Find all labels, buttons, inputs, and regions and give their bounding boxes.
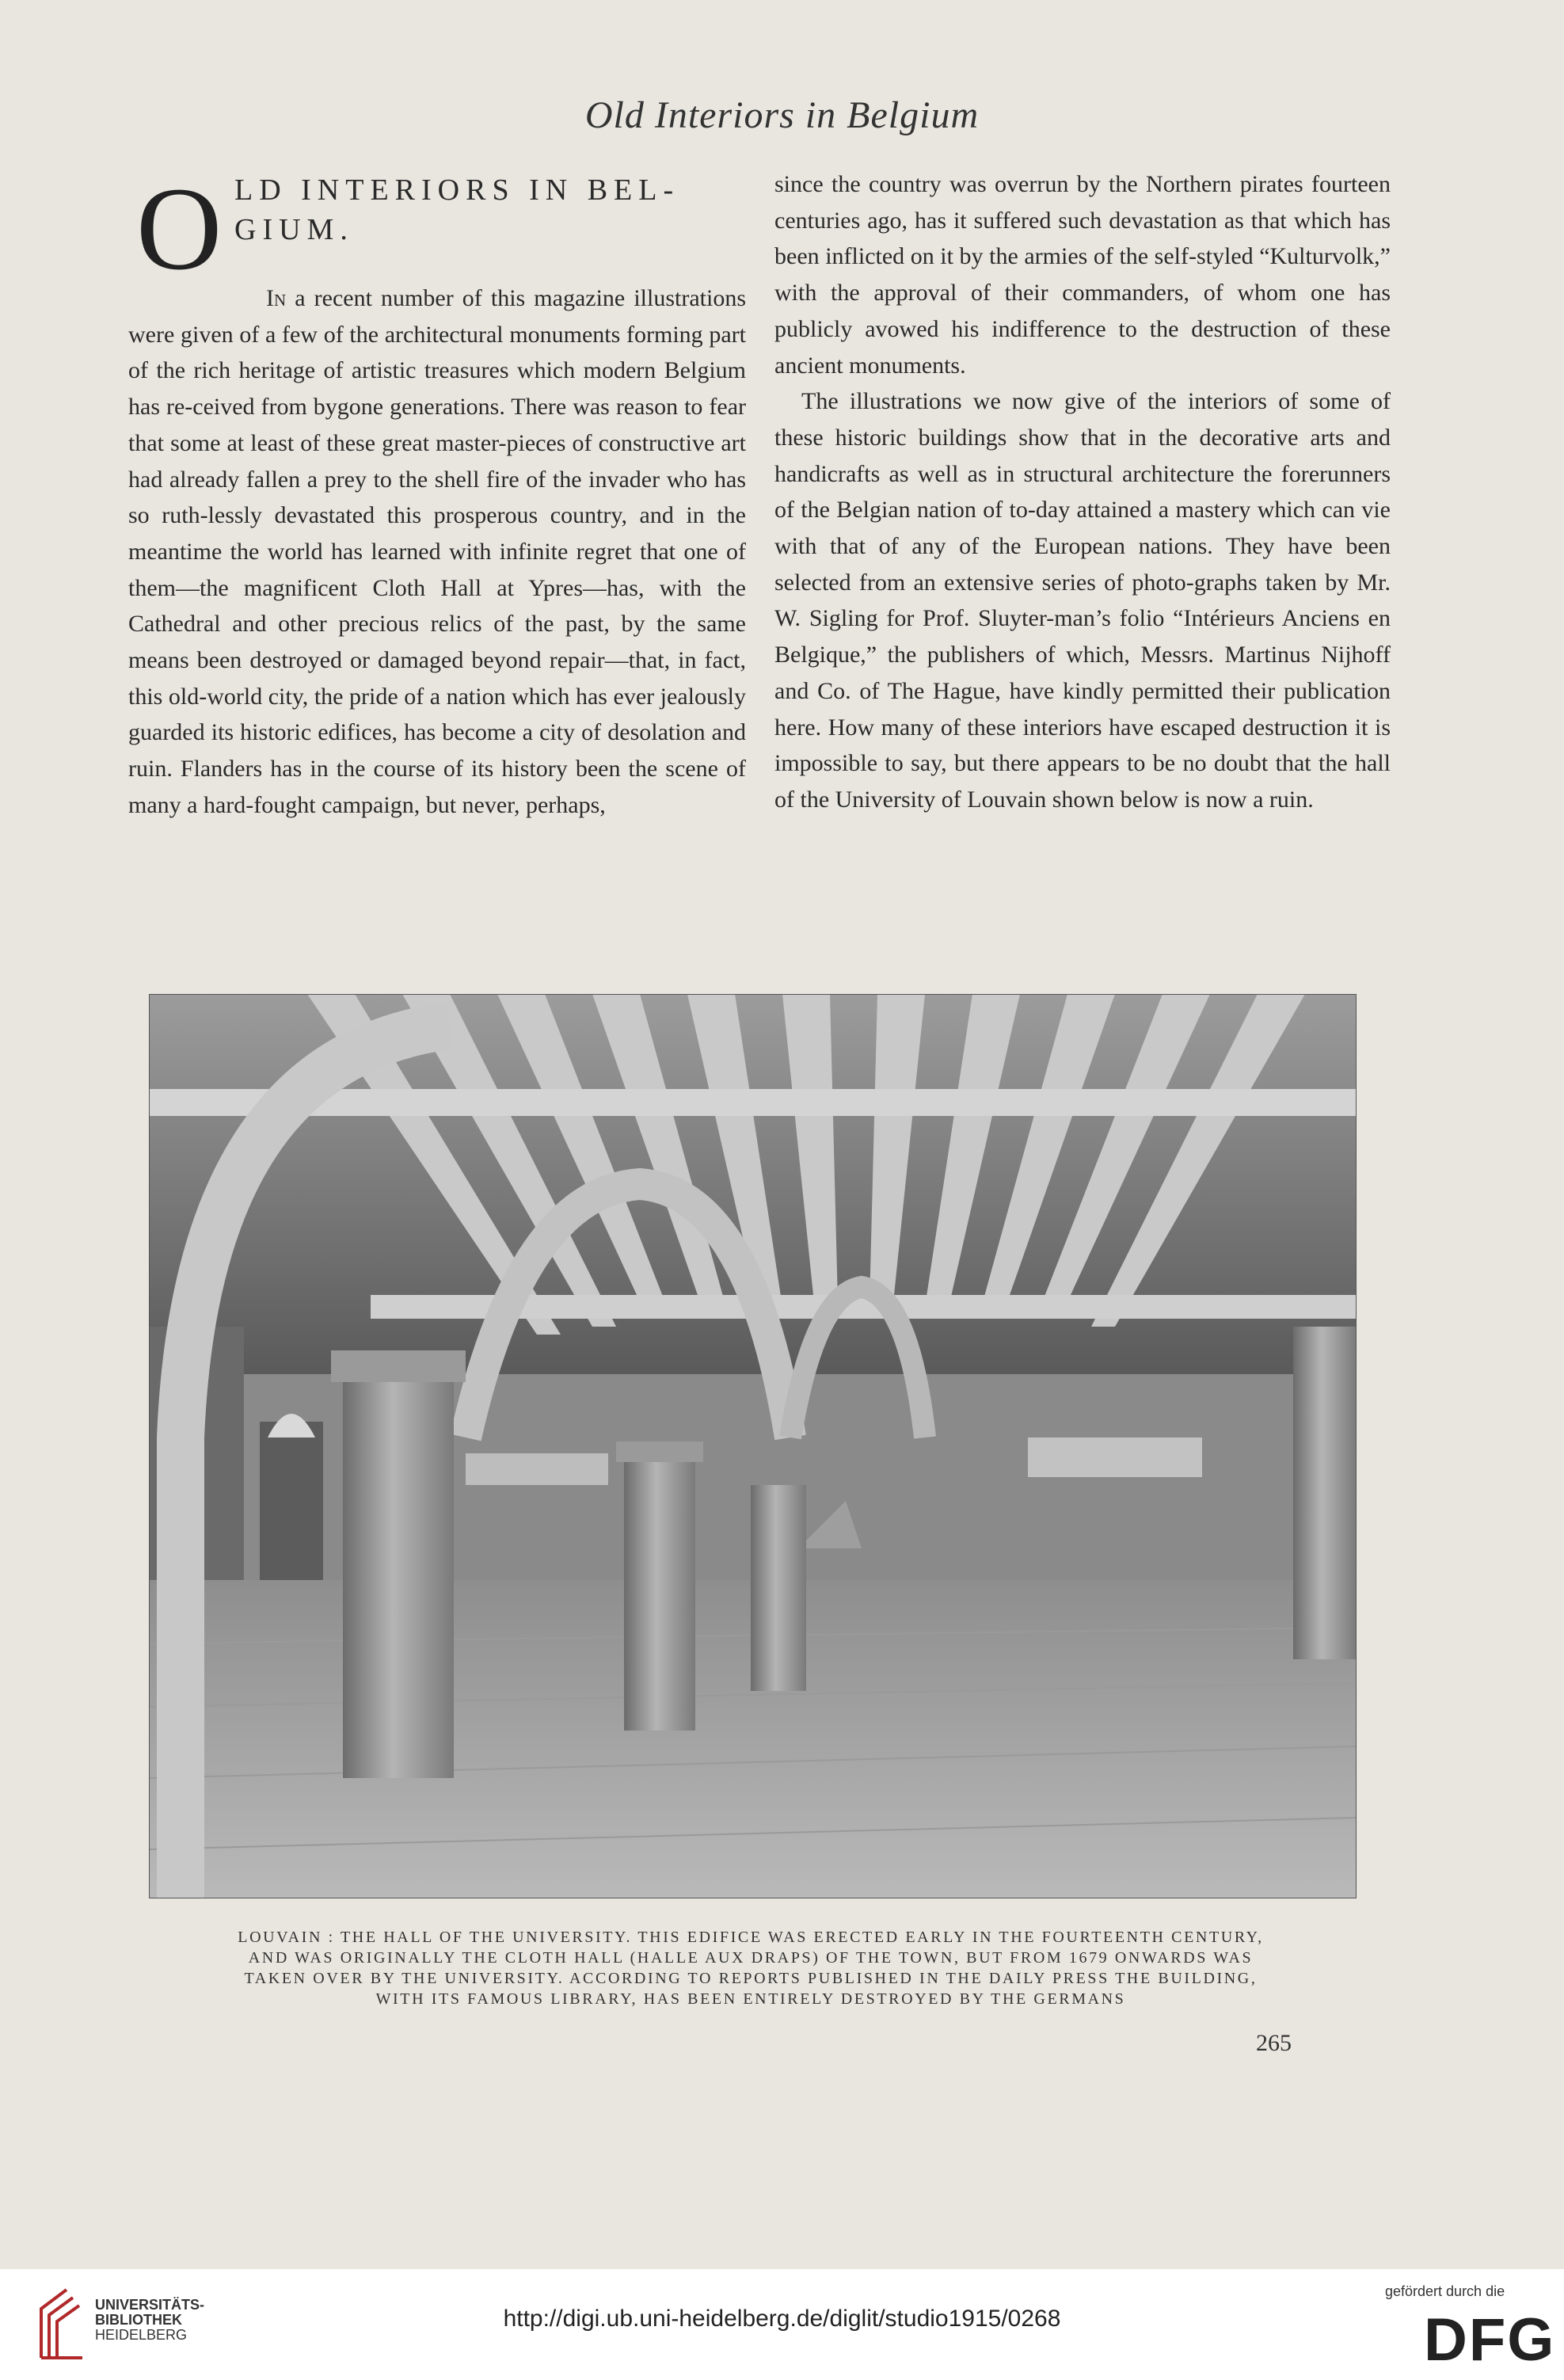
lead-word: In	[266, 285, 287, 311]
caption-line: WITH ITS FAMOUS LIBRARY, HAS BEEN ENTIRELY DESTROYED BY THE GERMANS	[375, 1990, 1126, 2008]
funding-note: gefördert durch die	[1385, 2283, 1505, 2299]
article-column-left	[128, 163, 747, 824]
photo-caption	[133, 1927, 1368, 2009]
library-name-line: UNIVERSITÄTS-	[95, 2297, 205, 2313]
paragraph-illustrations: The illustrations we now give of the interiors of some of these historic buildings show that in the decorative arts and handicrafts as well as in structural architecture the forerunners of the Belgian nation of to-day attained a mastery which can vie with that of any of the European nations. They have been selected from an extensive series of photo-graphs taken by Mr. W. Sigling for Prof. Sluyter-man’s folio “Intérieurs Anciens en Belgique,” the publishers of which, Messrs. Martinus Nijhoff and Co. of The Hague, have kindly permitted their publication here. How many of these interiors have escaped destruction it is impossible to say, but there appears to be no doubt that the hall of the University of Louvain shown below is now a ruin.	[774, 388, 1391, 813]
viewer-footer	[0, 2269, 1564, 2380]
page-number: 265	[1256, 2030, 1292, 2056]
paragraph-continuation: since the country was overrun by the Northern pirates fourteen centuries ago, has it suffered such devastation as that which has been inflicted on it by the armies of the self-styled “Kulturvolk,” with the approval of their commanders, of whom one has publicly avowed his indifference to the destruction of these ancient monuments.	[774, 171, 1391, 379]
article-title	[128, 163, 746, 307]
library-name-line: HEIDELBERG	[95, 2327, 188, 2343]
caption-line: AND WAS ORIGINALLY THE CLOTH HALL (HALLE AUX DRAPS) OF THE TOWN, BUT FROM 1679 ONWARDS WAS	[248, 1949, 1254, 1967]
dfg-logo: DFG	[1424, 2306, 1556, 2374]
lead-paragraph	[128, 280, 746, 824]
running-head: Old Interiors in Belgium	[584, 94, 980, 136]
caption-line: TAKEN OVER BY THE UNIVERSITY. ACCORDING TO REPORTS PUBLISHED IN THE DAILY PRESS THE BUILDING,	[244, 1970, 1258, 1987]
caption-line: LOUVAIN : THE HALL OF THE UNIVERSITY. THIS EDIFICE WAS ERECTED EARLY IN THE FOURTEENTH CENTURY,	[238, 1929, 1264, 1946]
permalink-url[interactable]: http://digi.ub.uni-heidelberg.de/diglit/studio1915/0268	[503, 2306, 1061, 2332]
lead-paragraph-text: a recent number of this magazine illustrations were given of a few of the architectural monuments forming part of the rich heritage of artistic treasures which modern Belgium has re-ceived from bygone generations. There was reason to fear that some at least of these great master-pieces of constructive art had already fallen a prey to the shell fire of the invader who has so ruth-lessly devastated this prosperous country, and in the meantime the world has learned with infinite regret that one of them—the magnificent Cloth Hall at Ypres—has, with the Cathedral and other precious relics of the past, by the same means been destroyed or damaged beyond repair—that, in fact, this old-world city, the pride of a nation which has ever jealously guarded its historic edifices, has become a city of desolation and ruin. Flanders has in the course of its history been the scene of many a hard-fought campaign, but never, perhaps,	[128, 285, 747, 818]
title-line-2: GIUM.	[234, 213, 354, 246]
title-line-1: LD INTERIORS IN BEL-	[234, 173, 680, 207]
article-column-right	[774, 166, 1391, 818]
hall-photograph	[149, 994, 1357, 1898]
library-name-line: BIBLIOTHEK	[95, 2312, 182, 2328]
drop-cap: O	[136, 163, 223, 295]
